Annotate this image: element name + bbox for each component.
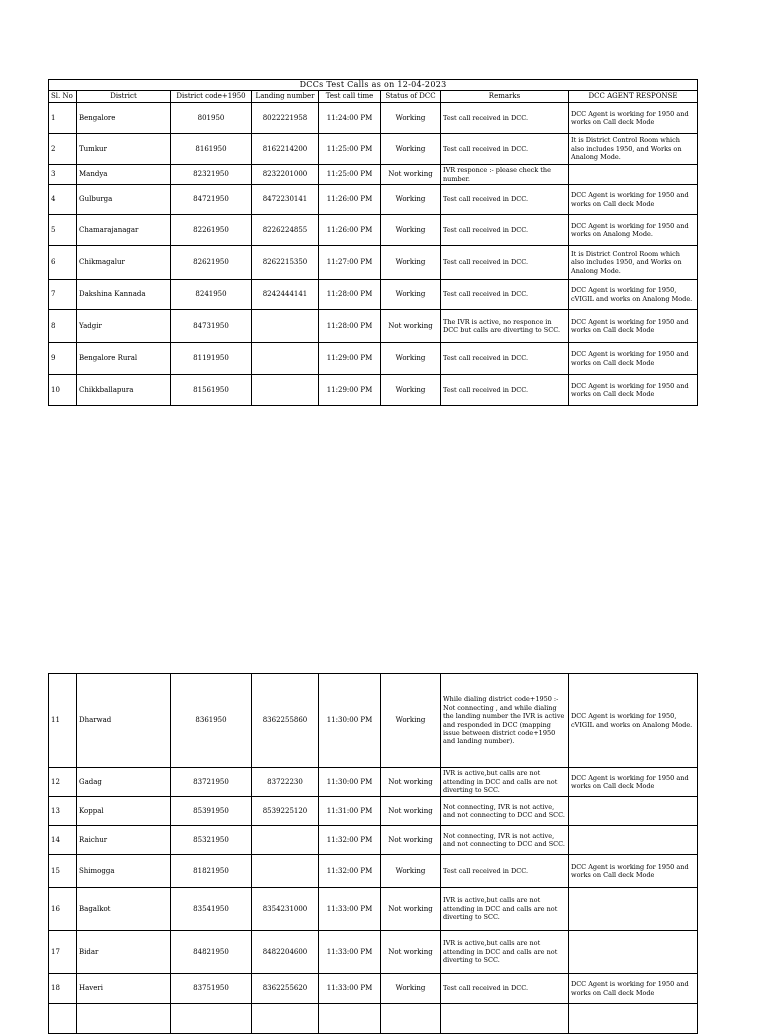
remarks-cell: Test call received in DCC.: [441, 103, 569, 134]
remarks-cell: IVR responce :- please check the number.: [441, 165, 569, 185]
agent-response-cell: DCC Agent is working for 1950, cVIGIL and works on Analong Mode.: [569, 674, 698, 768]
district-cell: Chikmagalur: [77, 246, 171, 280]
header-agent-response: DCC AGENT RESPONSE: [569, 91, 698, 103]
agent-response-cell: DCC Agent is working for 1950 and works on Call deck Mode: [569, 768, 698, 797]
district-cell: Yadgir: [77, 310, 171, 343]
district-cell: Bidar: [77, 931, 171, 974]
landing-number-cell: 8022221958: [252, 103, 319, 134]
table-row: [49, 185, 698, 215]
sl-no-cell: 6: [49, 246, 77, 280]
sl-no-cell: 3: [49, 165, 77, 185]
sl-no-cell: 1: [49, 103, 77, 134]
agent-response-cell: [569, 931, 698, 974]
table-row: [49, 826, 698, 855]
remarks-cell: Test call received in DCC.: [441, 974, 569, 1004]
table-row: [49, 375, 698, 406]
district-cell: Bengalore Rural: [77, 343, 171, 375]
test-call-time-cell: 11:24:00 PM: [319, 103, 381, 134]
district-cell: Tumkur: [77, 134, 171, 165]
remarks-cell: Test call received in DCC.: [441, 855, 569, 888]
remarks-cell: The IVR is active, no responce in DCC but calls are diverting to SCC.: [441, 310, 569, 343]
table-row: [49, 888, 698, 931]
status-cell: Working: [381, 343, 441, 375]
table-row: [49, 974, 698, 1004]
sl-no-cell: 13: [49, 797, 77, 826]
table-row: [49, 215, 698, 246]
agent-response-cell: DCC Agent is working for 1950 and works on Call deck Mode: [569, 375, 698, 406]
remarks-cell: Test call received in DCC.: [441, 215, 569, 246]
district-code-cell: 801950: [171, 103, 252, 134]
district-code-cell: 81821950: [171, 855, 252, 888]
status-cell: Working: [381, 134, 441, 165]
district-code-cell: 85321950: [171, 826, 252, 855]
district-cell: Gulburga: [77, 185, 171, 215]
agent-response-cell: DCC Agent is working for 1950 and works on Call deck Mode: [569, 103, 698, 134]
district-cell: Mandya: [77, 165, 171, 185]
district-cell: Bagalkot: [77, 888, 171, 931]
sl-no-cell: 18: [49, 974, 77, 1004]
district-cell: [77, 1004, 171, 1034]
remarks-cell: IVR is active,but calls are not attending in DCC and calls are not diverting to SCC.: [441, 931, 569, 974]
remarks-cell: IVR is active,but calls are not attending in DCC and calls are not diverting to SCC.: [441, 888, 569, 931]
district-code-cell: 82621950: [171, 246, 252, 280]
agent-response-cell: [569, 1004, 698, 1034]
test-call-time-cell: 11:30:00 PM: [319, 768, 381, 797]
dcc-test-calls-table: [48, 79, 698, 406]
agent-response-cell: [569, 826, 698, 855]
agent-response-cell: DCC Agent is working for 1950 and works on Call deck Mode: [569, 855, 698, 888]
landing-number-cell: [252, 855, 319, 888]
district-cell: Haveri: [77, 974, 171, 1004]
district-cell: Raichur: [77, 826, 171, 855]
test-call-time-cell: 11:32:00 PM: [319, 826, 381, 855]
sl-no-cell: 14: [49, 826, 77, 855]
sl-no-cell: 9: [49, 343, 77, 375]
district-code-cell: 81191950: [171, 343, 252, 375]
agent-response-cell: It is District Control Room which also includes 1950, and Works on Analong Mode.: [569, 246, 698, 280]
table-row: [49, 310, 698, 343]
remarks-cell: Not connecting, IVR is not active, and not connecting to DCC and SCC.: [441, 826, 569, 855]
header-sl-no: Sl. No: [49, 91, 77, 103]
sheet-title: DCCs Test Calls as on 12-04-2023: [49, 80, 698, 91]
table-row: [49, 674, 698, 768]
status-cell: Working: [381, 246, 441, 280]
landing-number-cell: 8362255860: [252, 674, 319, 768]
test-call-time-cell: 11:30:00 PM: [319, 674, 381, 768]
agent-response-cell: [569, 797, 698, 826]
district-code-cell: 82321950: [171, 165, 252, 185]
header-row: [49, 91, 698, 103]
status-cell: Not working: [381, 165, 441, 185]
district-code-cell: 84821950: [171, 931, 252, 974]
remarks-cell: Test call received in DCC.: [441, 185, 569, 215]
status-cell: Working: [381, 974, 441, 1004]
landing-number-cell: [252, 1004, 319, 1034]
test-call-time-cell: 11:25:00 PM: [319, 134, 381, 165]
test-call-time-cell: 11:29:00 PM: [319, 375, 381, 406]
remarks-cell: While dialing district code+1950 :- Not connecting , and while dialing the landing number the IVR is active and responded in DCC (mapping issue between district code+1950 and landing number).: [441, 674, 569, 768]
header-remarks: Remarks: [441, 91, 569, 103]
test-call-time-cell: 11:26:00 PM: [319, 215, 381, 246]
status-cell: Working: [381, 855, 441, 888]
table-row: [49, 246, 698, 280]
district-cell: Koppal: [77, 797, 171, 826]
status-cell: [381, 1004, 441, 1034]
status-cell: Working: [381, 375, 441, 406]
sl-no-cell: 7: [49, 280, 77, 310]
district-code-cell: 83751950: [171, 974, 252, 1004]
table-row: [49, 797, 698, 826]
remarks-cell: IVR is active,but calls are not attending in DCC and calls are not diverting to SCC.: [441, 768, 569, 797]
header-landing-number: Landing number: [252, 91, 319, 103]
district-code-cell: 83541950: [171, 888, 252, 931]
remarks-cell: Test call received in DCC.: [441, 280, 569, 310]
remarks-cell: Test call received in DCC.: [441, 246, 569, 280]
header-district-code: District code+1950: [171, 91, 252, 103]
sl-no-cell: 5: [49, 215, 77, 246]
landing-number-cell: [252, 343, 319, 375]
test-call-time-cell: 11:33:00 PM: [319, 974, 381, 1004]
status-cell: Working: [381, 215, 441, 246]
sl-no-cell: 16: [49, 888, 77, 931]
agent-response-cell: DCC Agent is working for 1950 and works on Call deck Mode: [569, 974, 698, 1004]
test-call-time-cell: 11:29:00 PM: [319, 343, 381, 375]
status-cell: Working: [381, 103, 441, 134]
district-code-cell: 84731950: [171, 310, 252, 343]
landing-number-cell: 8362255620: [252, 974, 319, 1004]
district-code-cell: 8241950: [171, 280, 252, 310]
remarks-cell: Test call received in DCC.: [441, 375, 569, 406]
table-row: [49, 103, 698, 134]
status-cell: Not working: [381, 888, 441, 931]
status-cell: Not working: [381, 797, 441, 826]
test-call-time-cell: 11:27:00 PM: [319, 246, 381, 280]
district-cell: Gadag: [77, 768, 171, 797]
district-code-cell: [171, 1004, 252, 1034]
district-code-cell: 8361950: [171, 674, 252, 768]
sl-no-cell: 15: [49, 855, 77, 888]
landing-number-cell: 8539225120: [252, 797, 319, 826]
district-cell: Dharwad: [77, 674, 171, 768]
landing-number-cell: 83722230: [252, 768, 319, 797]
test-call-time-cell: 11:25:00 PM: [319, 165, 381, 185]
landing-number-cell: 8226224855: [252, 215, 319, 246]
sl-no-cell: 8: [49, 310, 77, 343]
agent-response-cell: [569, 888, 698, 931]
status-cell: Working: [381, 674, 441, 768]
status-cell: Not working: [381, 310, 441, 343]
table-row: [49, 343, 698, 375]
test-call-time-cell: 11:31:00 PM: [319, 797, 381, 826]
table-row: [49, 165, 698, 185]
sl-no-cell: 12: [49, 768, 77, 797]
test-call-time-cell: 11:26:00 PM: [319, 185, 381, 215]
district-cell: Chamarajanagar: [77, 215, 171, 246]
table-row: [49, 855, 698, 888]
test-call-time-cell: [319, 1004, 381, 1034]
agent-response-cell: DCC Agent is working for 1950 and works on Call deck Mode: [569, 185, 698, 215]
header-status: Status of DCC: [381, 91, 441, 103]
district-code-cell: 83721950: [171, 768, 252, 797]
status-cell: Working: [381, 280, 441, 310]
agent-response-cell: [569, 165, 698, 185]
test-call-time-cell: 11:33:00 PM: [319, 931, 381, 974]
agent-response-cell: DCC Agent is working for 1950 and works on Call deck Mode: [569, 343, 698, 375]
sl-no-cell: 2: [49, 134, 77, 165]
district-cell: Chikkballapura: [77, 375, 171, 406]
landing-number-cell: 8162214200: [252, 134, 319, 165]
landing-number-cell: 8262215350: [252, 246, 319, 280]
remarks-cell: Test call received in DCC.: [441, 343, 569, 375]
landing-number-cell: 8472230141: [252, 185, 319, 215]
district-code-cell: 8161950: [171, 134, 252, 165]
landing-number-cell: 8242444141: [252, 280, 319, 310]
landing-number-cell: 8232201000: [252, 165, 319, 185]
table-row: [49, 134, 698, 165]
remarks-cell: Not connecting, IVR is not active, and not connecting to DCC and SCC.: [441, 797, 569, 826]
landing-number-cell: [252, 310, 319, 343]
landing-number-cell: 8482204600: [252, 931, 319, 974]
landing-number-cell: 8354231000: [252, 888, 319, 931]
status-cell: Working: [381, 185, 441, 215]
remarks-cell: Test call received in DCC.: [441, 134, 569, 165]
status-cell: Not working: [381, 768, 441, 797]
remarks-cell: [441, 1004, 569, 1034]
dcc-test-calls-table-continued: [48, 673, 698, 1034]
test-call-time-cell: 11:28:00 PM: [319, 310, 381, 343]
agent-response-cell: DCC Agent is working for 1950 and works on Analong Mode.: [569, 215, 698, 246]
table-row: [49, 1004, 698, 1034]
test-call-time-cell: 11:32:00 PM: [319, 855, 381, 888]
table-row: [49, 768, 698, 797]
sl-no-cell: 4: [49, 185, 77, 215]
district-code-cell: 81561950: [171, 375, 252, 406]
district-cell: Dakshina Kannada: [77, 280, 171, 310]
landing-number-cell: [252, 375, 319, 406]
status-cell: Not working: [381, 826, 441, 855]
district-cell: Bengalore: [77, 103, 171, 134]
sl-no-cell: 17: [49, 931, 77, 974]
test-call-time-cell: 11:28:00 PM: [319, 280, 381, 310]
header-test-call-time: Test call time: [319, 91, 381, 103]
table-row: [49, 280, 698, 310]
status-cell: Not working: [381, 931, 441, 974]
header-district: District: [77, 91, 171, 103]
landing-number-cell: [252, 826, 319, 855]
sl-no-cell: 11: [49, 674, 77, 768]
district-code-cell: 84721950: [171, 185, 252, 215]
title-row: [49, 80, 698, 91]
agent-response-cell: DCC Agent is working for 1950 and works on Call deck Mode: [569, 310, 698, 343]
sl-no-cell: [49, 1004, 77, 1034]
district-cell: Shimogga: [77, 855, 171, 888]
sl-no-cell: 10: [49, 375, 77, 406]
district-code-cell: 82261950: [171, 215, 252, 246]
test-call-time-cell: 11:33:00 PM: [319, 888, 381, 931]
district-code-cell: 85391950: [171, 797, 252, 826]
agent-response-cell: It is District Control Room which also includes 1950, and Works on Analong Mode.: [569, 134, 698, 165]
agent-response-cell: DCC Agent is working for 1950, cVIGIL and works on Analong Mode.: [569, 280, 698, 310]
table-row: [49, 931, 698, 974]
